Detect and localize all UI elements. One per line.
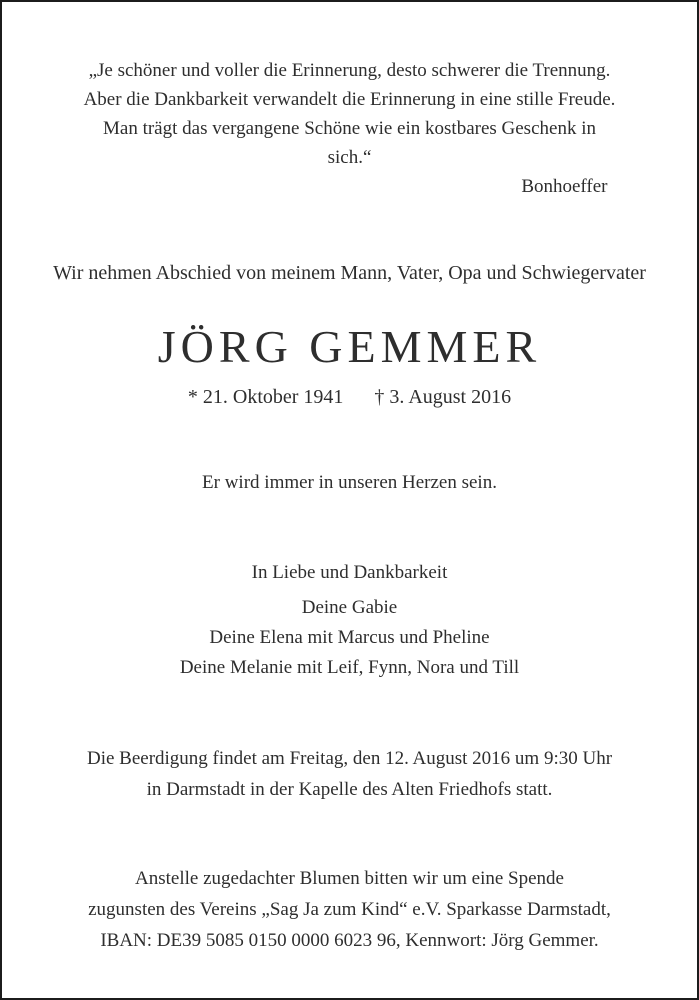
mourner-line: Deine Gabie — [301, 597, 398, 618]
birth-date: * 21. Oktober 1941 — [187, 386, 344, 408]
life-dates — [2, 385, 697, 409]
quote-attribution: Bonhoeffer — [521, 176, 608, 197]
farewell-heading: In Liebe und Dankbarkeit — [251, 562, 448, 583]
funeral-line: in Darmstadt in der Kapelle des Alten Friedhofs statt. — [146, 779, 553, 800]
death-date: † 3. August 2016 — [374, 386, 512, 408]
donation-line: IBAN: DE39 5085 0150 0000 6023 96, Kennwort: Jörg Gemmer. — [100, 930, 599, 951]
mourner-line: Deine Melanie mit Leif, Fynn, Nora und Till — [179, 657, 520, 678]
donation-info — [2, 863, 697, 956]
mourner-line: Deine Elena mit Marcus und Pheline — [209, 627, 490, 648]
donation-line: Anstelle zugedachter Blumen bitten wir um eine Spende — [135, 868, 564, 889]
funeral-info — [2, 743, 697, 805]
memorial-line: Er wird immer in unseren Herzen sein. — [202, 472, 497, 493]
quote-line: Aber die Dankbarkeit verwandelt die Erinnerung in eine stille Freude. — [83, 89, 616, 110]
deceased-name: JÖRG GEMMER — [157, 321, 542, 372]
funeral-line: Die Beerdigung findet am Freitag, den 12. August 2016 um 9:30 Uhr — [86, 748, 613, 769]
quote-line: Man trägt das vergangene Schöne wie ein kostbares Geschenk in sich.“ — [103, 118, 596, 168]
mourners-list — [2, 593, 697, 683]
memorial-quote — [80, 56, 620, 172]
farewell-intro: Wir nehmen Abschied von meinem Mann, Vater, Opa und Schwiegervater — [53, 262, 646, 284]
quote-line: „Je schöner und voller die Erinnerung, desto schwerer die Trennung. — [88, 60, 611, 81]
donation-line: zugunsten des Vereins „Sag Ja zum Kind“ e.V. Sparkasse Darmstadt, — [88, 899, 611, 920]
